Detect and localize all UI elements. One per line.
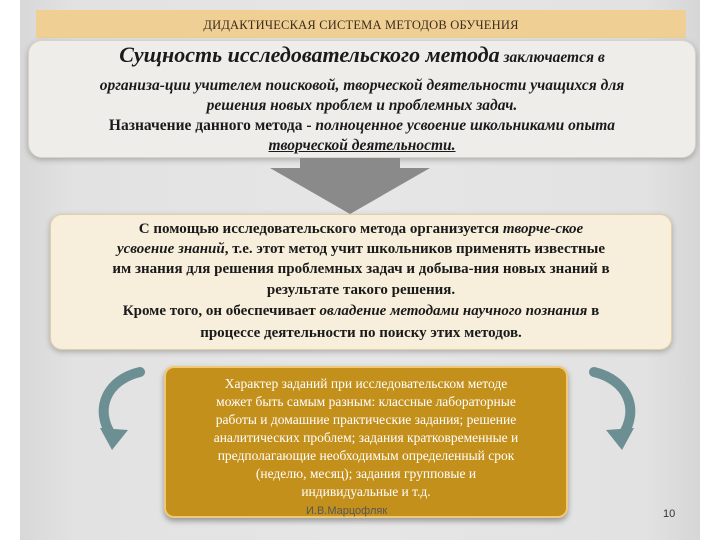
curved-arrow-left-icon [86, 366, 150, 452]
tasks-line-7: индивидуальные и т.д. [301, 484, 431, 499]
method-line-5-tail: в [587, 303, 600, 319]
method-line-6: процессе деятельности по поиску этих методов. [200, 325, 522, 341]
tasks-line-1: Характер заданий при исследовательском методе [224, 376, 508, 391]
purpose-line-2: творческой деятельности. [268, 137, 456, 154]
essence-title-main: Сущность исследовательского метода [119, 42, 500, 67]
method-line-4: результате такого решения. [266, 282, 456, 298]
essence-box [28, 40, 696, 158]
method-line-3: им знания для решения проблемных задач и добыва-ния новых знаний в [112, 261, 610, 277]
essence-title-tail: заключается в [499, 49, 605, 66]
tasks-line-3: работы и домашние практические задания; решение [215, 412, 517, 427]
page-number: 10 [663, 508, 676, 520]
purpose-prefix: Назначение данного метода - [108, 117, 316, 134]
method-line-2 [51, 241, 671, 258]
tasks-line-6: (неделю, месяц); задания групповые и [255, 466, 477, 481]
method-line-2-italic: усвоение знаний [116, 241, 225, 257]
essence-title [29, 42, 695, 68]
method-line-1 [51, 221, 671, 238]
essence-line-3: решения новых проблем и проблемных задач. [206, 97, 518, 114]
method-description-box [50, 214, 672, 350]
tasks-line-4: аналитических проблем; задания кратковременные и [213, 430, 519, 445]
method-line-5 [51, 303, 671, 320]
tasks-box [164, 366, 568, 518]
slide-header [36, 10, 686, 38]
method-line-5-normal: Кроме того, он обеспечивает [122, 303, 320, 319]
tasks-line-2: может быть самым разным: классные лабораторные [216, 394, 516, 409]
method-line-1-normal: С помощью исследовательского метода организуется [138, 221, 503, 237]
essence-line-2: организа-ции учителем поисковой, творческой деятельности учащихся для [99, 77, 625, 94]
header-title: ДИДАКТИЧЕСКАЯ СИСТЕМА МЕТОДОВ ОБУЧЕНИЯ [203, 18, 519, 32]
purpose-italic: полноценное усвоение школьниками опыта [315, 117, 616, 134]
method-line-5-italic: овладение методами научного познания [319, 303, 588, 319]
method-line-1-italic: творче-ское [502, 221, 584, 237]
author-name: И.В.Марцофляк [306, 505, 388, 517]
tasks-line-5: предполагающие необходимым определенный срок [217, 448, 515, 463]
curved-arrow-right-icon [584, 366, 648, 452]
down-arrow-icon [270, 158, 430, 214]
method-line-2-normal: , т.е. этот метод учит школьников применять известные [224, 241, 606, 257]
purpose-line [29, 117, 695, 135]
